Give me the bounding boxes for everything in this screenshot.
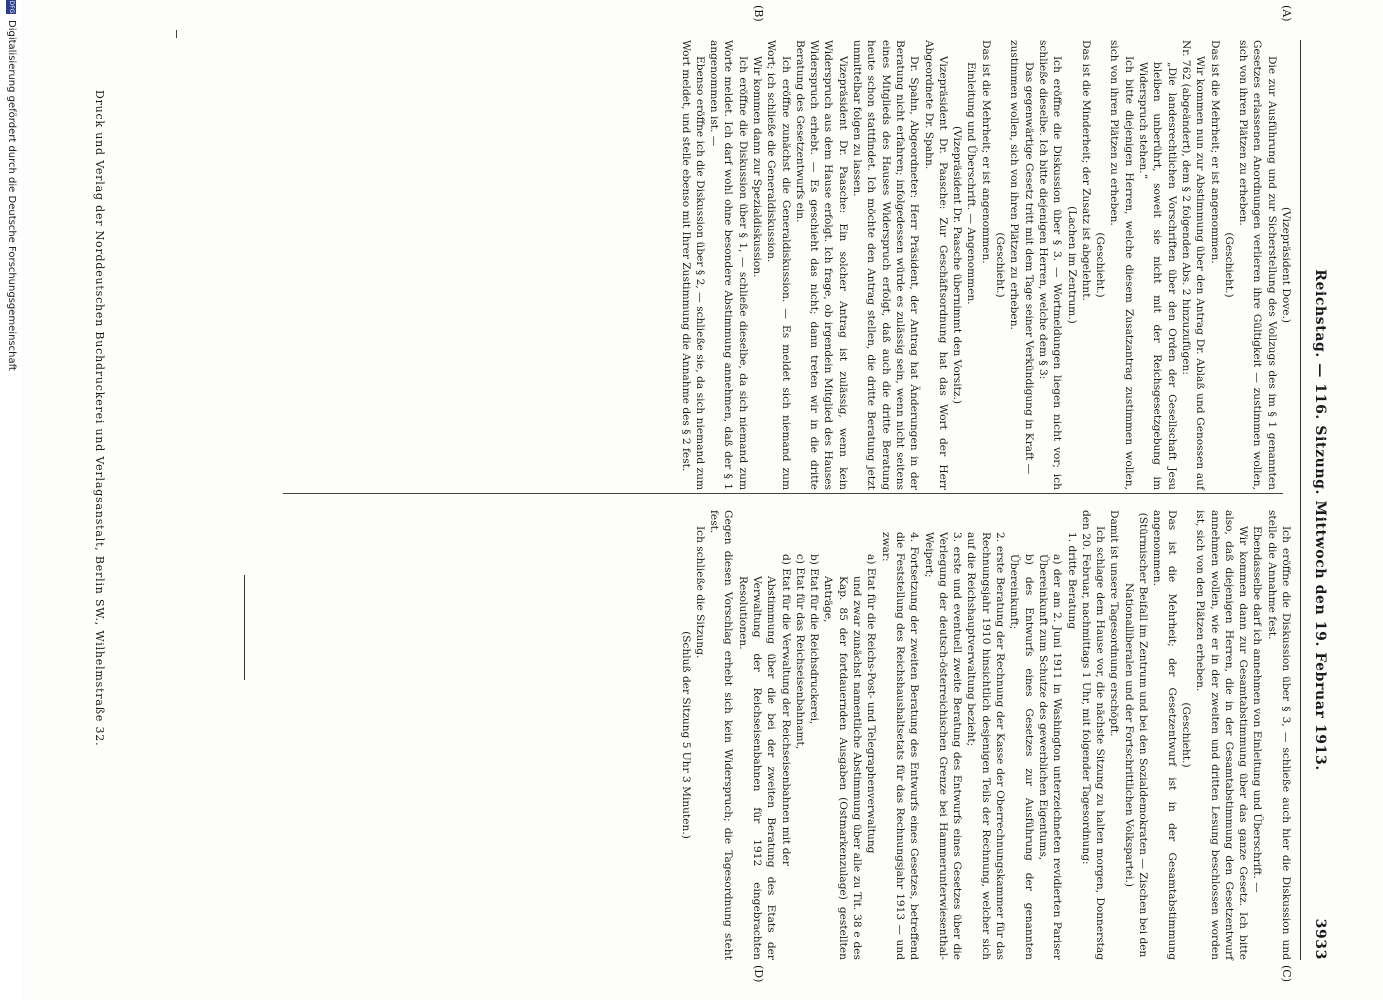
left-column-paragraph: Das ist die Minderheit; der Zusatz ist abgelehnt.	[1079, 40, 1092, 301]
left-column-paragraph: Ich bitte diejenigen Herren, welche diesem Zusatzantrag zustimmen wollen, sich von ihren Plätzen zu erheben.	[1108, 40, 1135, 490]
margin-tick	[176, 30, 177, 38]
left-column-paragraph: Ich eröffne die Diskussion über § 3. — Wortmeldungen liegen nicht vor; ich schließe dieselbe. Ich bitte diejenigen Herren, welche dem § 3:	[1036, 40, 1064, 490]
right-column-paragraph: Das ist die Mehrheit; der Gesetzentwurf ist in der Gesamtabstimmung angenommen.	[1151, 510, 1178, 960]
right-column-paragraph: a) Etat für die Reichs-Post- und Telegraphenverwaltung	[865, 554, 878, 854]
right-column-paragraph: 4. Fortsetzung der zweiten Beratung des Entwurfs eines Gesetzes, betreffend die Feststellung des Reichshaushaltsetats für das Rechnungsjahr 1913 — und zwar:	[879, 532, 921, 960]
right-column-paragraph: Ich eröffne die Diskussion über § 3, — schließe auch hier die Diskussion und stelle die Annahme fest.	[1265, 510, 1292, 960]
right-column	[678, 510, 1293, 960]
credit-text: Digitalisierung gefördert durch die Deutsche Forschungsgemeinschaft	[6, 20, 17, 371]
right-column-paragraph: Gegen diesen Vorschlag erhebt sich kein Widerspruch; die Tagesordnung steht fest.	[708, 510, 735, 960]
left-column-paragraph: Ich eröffne die Diskussion über § 1, — schließe dieselbe, da sich niemand zum Worte meldet. Ich darf wohl ohne besondere Abstimmung annehmen, daß der § 1 angenommen ist. —	[708, 40, 749, 490]
left-column-paragraph: Das ist die Mehrheit; er ist angenommen.	[1208, 40, 1221, 264]
margin-mark-c: (C)	[1280, 965, 1293, 982]
margin-mark-b: (B)	[752, 5, 765, 22]
left-column-paragraph: Dr. Spahn, Abgeordneter: Herr Präsident, der Antrag hat Änderungen in der Beratung nicht erfahren; infolgedessen würde es zulässig sein, wenn nicht seitens eines Mitglieds des Hauses Widerspruch erfolgt, daß auch die dritte Beratung heute schon stattfindet. Ich möchte den Antrag stellen, die dritte Beratung jetzt unmittelbar folgen zu lassen.	[851, 40, 921, 490]
left-column-paragraph: (Vizepräsident Dove.)	[1280, 207, 1292, 323]
right-column-paragraph: (Schluß der Sitzung 5 Uhr 3 Minuten.)	[679, 631, 692, 839]
right-column-paragraph: a) der am 2. Juni 1911 in Washington unterzeichneten revidierten Pariser Übereinkunft zum Schutze des gewerblichen Eigentums,	[1036, 554, 1064, 960]
left-column-paragraph: (Geschieht.)	[1222, 232, 1235, 298]
right-column-paragraph: Ich schließe die Sitzung.	[693, 526, 706, 659]
left-column-paragraph: (Geschieht.)	[1094, 232, 1107, 298]
left-column-paragraph: Das ist die Mehrheit; er ist angenommen.	[979, 40, 992, 264]
left-column-paragraph: „Die landesrechtlichen Vorschriften über den Orden der Gesellschaft Jesu bleiben unberührt, soweit sie nicht mit der Reichsgesetzgebung im Widerspruch stehen.“	[1137, 62, 1178, 490]
right-column-paragraph: b) Etat für die Reichsdruckerei,	[808, 554, 821, 725]
dfg-logo: DFG	[8, 0, 15, 14]
page-header	[1304, 40, 1328, 960]
page-number: 3933	[1312, 918, 1328, 960]
left-column-paragraph: Die zur Ausführung und zur Sicherstellung des Vollzugs des im § 1 genannten Gesetzes erlassenen Anordnungen verlieren ihre Gültigkeit — zustimmen wollen, sich von ihren Plätzen zu erheben.	[1237, 40, 1278, 490]
left-column-paragraph: Einleitung und Überschrift. — Angenommen.	[965, 62, 978, 305]
column-separator	[283, 493, 1283, 494]
left-column-paragraph: Ebenso eröffne ich die Diskussion über § 2, — schließe sie, da sich niemand zum Wort meldet, und stelle ebenso mit Ihrer Zustimmung die Annahme des § 2 fest.	[679, 40, 706, 490]
margin-mark-a: (A)	[1280, 5, 1293, 22]
end-rule	[244, 575, 245, 680]
left-column-paragraph: Das gegenwärtige Gesetz tritt mit dem Tage seiner Verkündigung in Kraft —	[1022, 62, 1035, 475]
left-column-paragraph: (Vizepräsident Dr. Paasche übernimmt den Vorsitz.)	[951, 126, 964, 404]
right-column-paragraph: Ebendasselbe darf ich annehmen von Einleitung und Überschrift. —	[1251, 526, 1264, 893]
right-column-paragraph: Damit ist unsere Tagesordnung erschöpft.	[1108, 510, 1121, 737]
left-column-paragraph: Wir kommen nun zur Abstimmung über den Antrag Dr. Ablaß und Genossen auf Nr. 762 (abgeändert), dem § 2 folgenden Abs. 2 hinzuzufügen:	[1179, 40, 1207, 490]
left-column-paragraph: Wir kommen dann zur Spezialdiskussion.	[751, 56, 764, 278]
right-column-paragraph: Abstimmung über die bei der zweiten Beratung des Etats der Verwaltung der Reichseisenbahnen für 1912 eingebrachten Resolutionen.	[736, 576, 778, 960]
right-column-paragraph: b) des Entwurfs eines Gesetzes zur Ausführung der genannten Übereinkunft;	[1008, 554, 1035, 960]
right-column-paragraph: 3. erste und eventuell zweite Beratung des Entwurfs eines Gesetzes über die Verlegung der deutsch-österreichischen Grenze bei Hammerunterwiesenthal-Weipert;	[922, 532, 964, 960]
right-column-paragraph: d) Etat für die Verwaltung der Reichseisenbahnen mit der	[779, 554, 792, 866]
header-title: Reichstag. — 116. Sitzung. Mittwoch den 19. Februar 1913.	[1312, 269, 1328, 771]
right-column-paragraph: Ich schlage dem Hause vor, die nächste Sitzung zu halten morgen, Donnerstag den 20. Februar, nachmittags 1 Uhr, mit folgender Tagesordnung:	[1079, 510, 1107, 960]
digitization-credit	[0, 0, 22, 1000]
printer-imprint: Druck und Verlag der Norddeutschen Buchdruckerei und Verlagsanstalt, Berlin SW., Wilhelmstraße 32.	[93, 90, 106, 747]
right-column-paragraph: 2. erste Beratung der Rechnung der Kasse der Oberrechnungskammer für das Rechnungsjahr 1910 hinsichtlich desjenigen Teils der Rechnung, welcher sich auf die Reichshauptverwaltung bezieht;	[965, 532, 1007, 960]
margin-mark-d: (D)	[752, 965, 765, 983]
left-column-paragraph: Vizepräsident Dr. Paasche: Ein solcher Antrag ist zulässig, wenn kein Widerspruch aus dem Hause erfolgt. Ich frage, ob irgendein Mitglied des Hauses Widerspruch erhebt. — Es geschieht das nicht; dann treten wir in die dritte Beratung des Gesetzentwurfs ein.	[793, 40, 849, 490]
right-column-paragraph: (Geschieht.)	[1179, 702, 1192, 768]
right-column-paragraph: Wir kommen dann zur Gesamtabstimmung über das ganze Gesetz. Ich bitte also, daß diejenigen Herren, die in der Gesamtabstimmung den Gesetzentwurf annehmen wollen, wie er in der zweiten und dritten Lesung beschlossen worden ist, sich von den Plätzen erheben.	[1194, 510, 1250, 960]
header-rule	[1300, 40, 1301, 960]
left-column-paragraph: Vizepräsident Dr. Paasche: Zur Geschäftsordnung hat das Wort der Herr Abgeordnete Dr. Spahn.	[922, 40, 949, 490]
right-column-paragraph: und zwar zunächst namentliche Abstimmung über alle zu Tit. 38 e des Kap. 85 der fortdauernden Ausgaben (Ostmarkenzulage) gestellten Anträge,	[822, 576, 864, 960]
right-column-paragraph: 1. dritte Beratung	[1065, 532, 1078, 629]
right-column-paragraph: (Stürmischer Beifall im Zentrum und bei den Sozialdemokraten — Zischen bei den Nationalliberalen und der Fortschrittlichen Volkspartei.)	[1122, 512, 1150, 958]
right-column-paragraph: c) Etat für das Reichseisenbahnamt,	[793, 554, 806, 750]
left-column-paragraph: Ich eröffne zunächst die Generaldiskussion. — Es meldet sich niemand zum Wort; ich schließe die Generaldiskussion.	[765, 40, 792, 490]
left-column	[678, 40, 1293, 490]
left-column-paragraph: (Lachen im Zentrum.)	[1065, 206, 1078, 324]
left-column-paragraph: (Geschieht.)	[994, 232, 1007, 298]
left-column-paragraph: zustimmen wollen, sich von ihren Plätzen zu erheben.	[1008, 40, 1021, 330]
